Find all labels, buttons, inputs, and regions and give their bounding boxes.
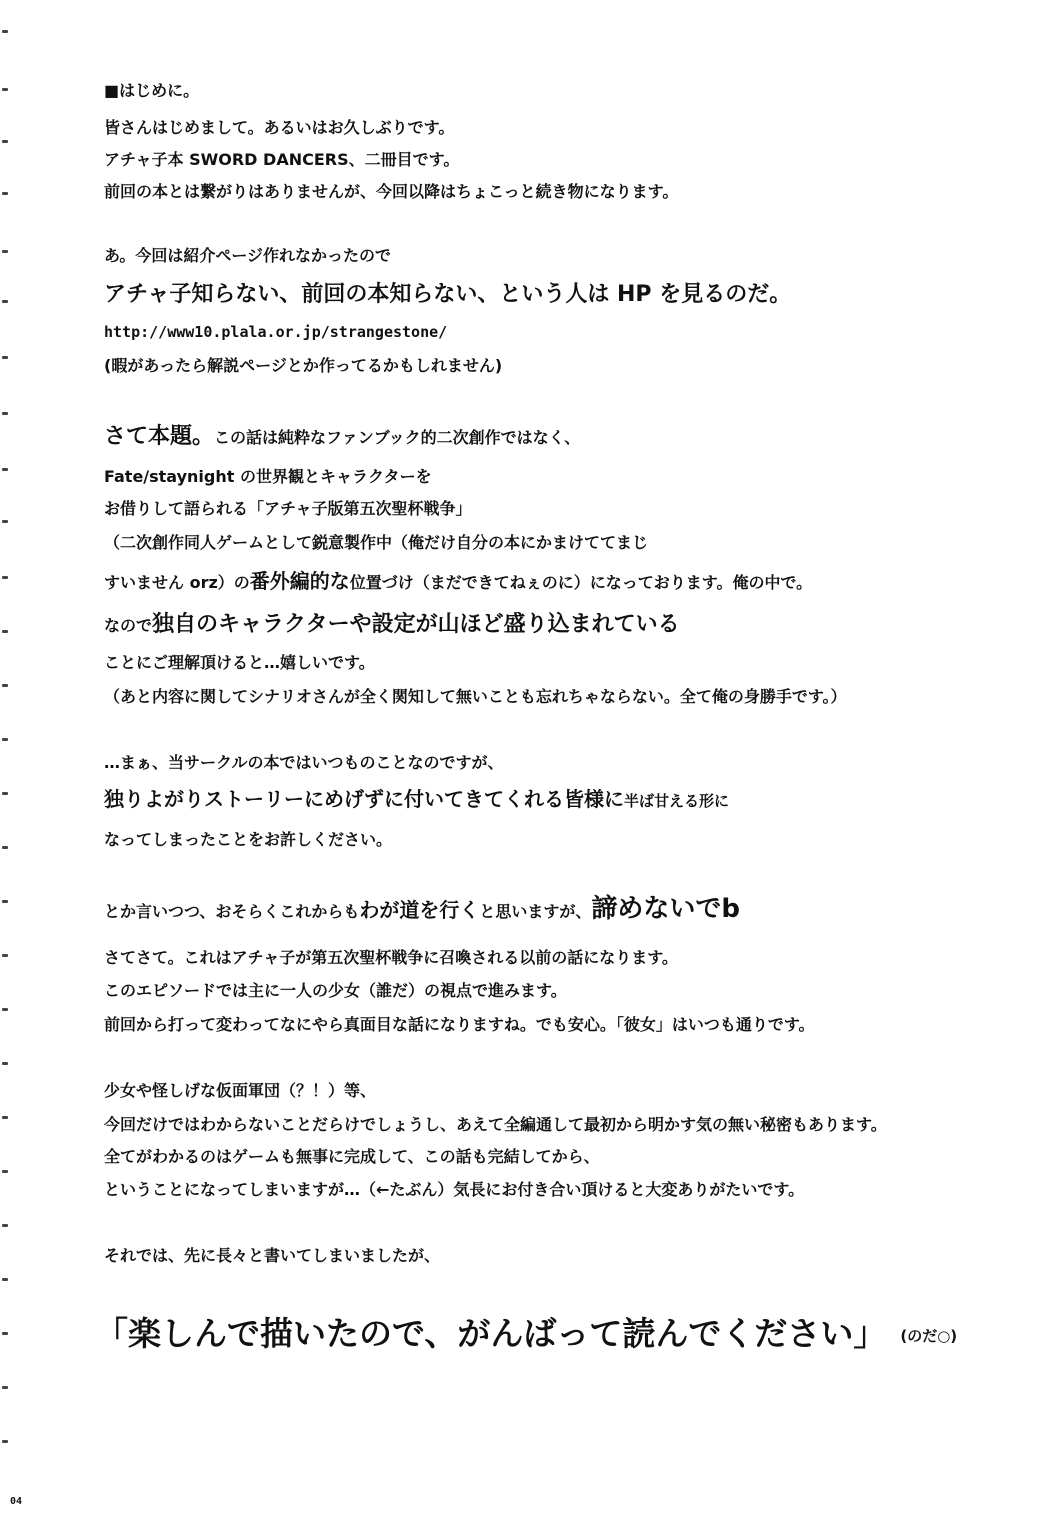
edge-mark (2, 1008, 8, 1011)
main-line (104, 610, 680, 640)
main-text: なので (104, 616, 153, 635)
way-line (104, 894, 741, 924)
closing-lead: それでは、先に長々と書いてしまいましたが、 (104, 1246, 441, 1265)
circle-line: なってしまったことをお許しください。 (104, 830, 393, 849)
edge-mark (2, 356, 8, 359)
edge-mark (2, 192, 8, 195)
edge-mark (2, 1278, 8, 1281)
edge-mark (2, 1332, 8, 1335)
main-emphasis: 独自のキャラクターや設定が山ほど盛り込まれている (152, 612, 680, 637)
edge-mark (2, 1440, 8, 1443)
main-topic-heading: さて本題。 (104, 424, 215, 449)
edge-mark (2, 1386, 8, 1389)
main-topic-line (104, 422, 580, 452)
edge-mark (2, 846, 8, 849)
edge-mark (2, 630, 8, 633)
intro-heading: ■はじめに。 (104, 81, 200, 100)
intro-line: アチャ子本 SWORD DANCERS、二冊目です。 (104, 150, 460, 169)
main-line: ことにご理解頂けると…嬉しいです。 (104, 653, 375, 672)
main-emphasis: 番外編的な (249, 569, 350, 593)
main-line: （二次創作同人ゲームとして鋭意製作中（俺だけ自分の本にかまけててまじ (104, 533, 649, 552)
way-line: 前回から打って変わってなにやら真面目な話になりますね。でも安心。「彼女」はいつも通りです。 (104, 1015, 815, 1034)
hp-note: (暇があったら解説ページとか作ってるかもしれません) (104, 356, 503, 375)
edge-mark (2, 300, 8, 303)
edge-mark (2, 468, 8, 471)
closing-main: 「楽しんで描いたので、がんばって読んでください」 (95, 1314, 887, 1353)
main-text: すいません orz）の (104, 573, 250, 592)
way-emphasis: わが道を行く (359, 898, 480, 922)
main-line: Fate/staynight の世界観とキャラクターを (104, 467, 432, 486)
edge-mark (2, 250, 8, 253)
main-line: （あと内容に関してシナリオさんが全く関知して無いことも忘れちゃならない。全て俺の身勝手です。） (104, 687, 847, 706)
edge-mark (2, 30, 8, 33)
way-line: さてさて。これはアチャ子が第五次聖杯戦争に召喚される以前の話になります。 (104, 948, 678, 967)
circle-line (104, 786, 729, 812)
circle-text: 半ば甘える形に (624, 792, 730, 810)
edge-mark (2, 900, 8, 903)
intro-line: 皆さんはじめまして。あるいはお久しぶりです。 (104, 118, 455, 137)
main-text: 位置づけ（まだできてねぇのに）になっております。俺の中で。 (349, 573, 813, 592)
main-line (104, 568, 812, 594)
page-number: 04 (10, 1496, 23, 1507)
way-text: と思いますが、 (479, 902, 592, 921)
closing-aside: (のだ○) (900, 1326, 958, 1345)
edge-mark (2, 1170, 8, 1173)
way-big: 諦めないでb (591, 894, 741, 924)
way-text: とか言いつつ、おそらくこれからも (104, 902, 360, 921)
hp-emphasis: アチャ子知らない、前回の本知らない、という人は HP を見るのだ。 (104, 282, 792, 307)
edge-mark (2, 954, 8, 957)
edge-mark (2, 88, 8, 91)
edge-mark (2, 792, 8, 795)
secrets-line: 今回だけではわからないことだらけでしょうし、あえて全編通して最初から明かす気の無い秘密もあります。 (104, 1115, 887, 1134)
closing-message (95, 1312, 957, 1358)
edge-mark (2, 520, 8, 523)
hp-url: http://www10.plala.or.jp/strangestone/ (104, 323, 448, 341)
edge-mark (2, 1116, 8, 1119)
edge-mark (2, 140, 8, 143)
secrets-line: 全てがわかるのはゲームも無事に完成して、この話も完結してから、 (104, 1147, 600, 1166)
main-line: お借りして語られる「アチャ子版第五次聖杯戦争」 (104, 499, 472, 518)
edge-mark (2, 412, 8, 415)
edge-mark (2, 1224, 8, 1227)
way-line: このエピソードでは主に一人の少女（誰だ）の視点で進みます。 (104, 981, 567, 1000)
edge-mark (2, 684, 8, 687)
circle-line: …まぁ、当サークルの本ではいつものことなのですが、 (104, 753, 504, 772)
intro-line: 前回の本とは繋がりはありませんが、今回以降はちょこっと続き物になります。 (104, 182, 679, 201)
secrets-line: 少女や怪しげな仮面軍団（？！）等、 (104, 1081, 377, 1100)
hp-line: あ。今回は紹介ページ作れなかったので (104, 246, 392, 265)
main-topic-text: この話は純粋なファンブック的二次創作ではなく、 (214, 428, 581, 447)
edge-mark (2, 1062, 8, 1065)
edge-mark (2, 738, 8, 741)
circle-emphasis: 独りよがりストーリーにめげずに付いてきてくれる皆様に (104, 787, 624, 811)
edge-mark (2, 576, 8, 579)
binding-edge-marks (0, 0, 14, 1520)
secrets-line: ということになってしまいますが…（←たぶん）気長にお付き合い頂けると大変ありがたいです。 (104, 1180, 805, 1199)
